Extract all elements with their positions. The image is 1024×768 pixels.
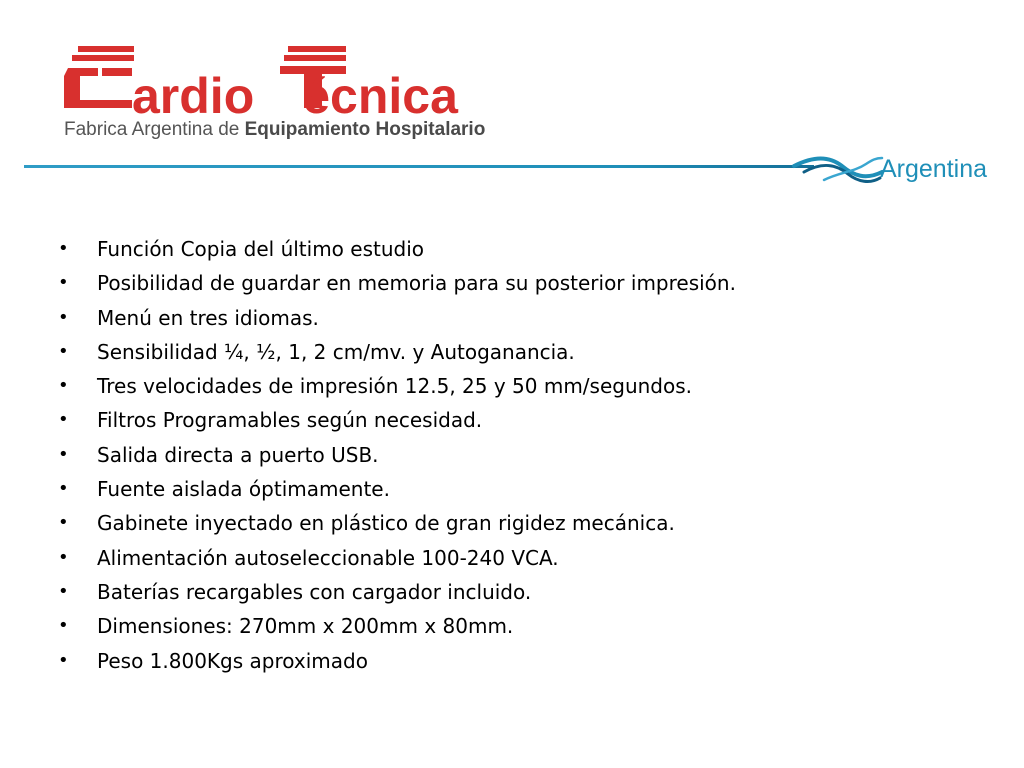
bullet-icon: • [58,272,69,294]
list-item [58,472,736,506]
bullet-icon: • [58,306,69,328]
feature-text: Tres velocidades de impresión 12.5, 25 y 50 mm/segundos. [97,374,693,399]
bullet-icon: • [58,443,69,465]
tagline-regular: Fabrica Argentina de [64,119,245,140]
feature-text: Dimensiones: 270mm x 200mm x 80mm. [97,614,514,639]
list-item [58,335,736,369]
feature-text: Salida directa a puerto USB. [97,442,379,467]
bullet-icon: • [58,238,69,259]
bullet-icon: • [58,580,69,602]
logo-wordmark [132,66,458,126]
list-item [58,301,736,335]
feature-text: Baterías recargables con cargador incluido. [97,579,532,604]
list-item [58,541,736,575]
feature-text: Fuente aislada óptimamente. [97,477,390,502]
list-item [58,266,736,300]
feature-list [58,232,736,678]
logo-wordmark-part1: ardio [132,68,255,124]
feature-text: Posibilidad de guardar en memoria para su posterior impresión. [97,271,736,296]
list-item [58,369,736,403]
company-logo [58,42,578,152]
bullet-icon: • [58,375,69,397]
feature-text: Menú en tres idiomas. [97,305,319,330]
list-item [58,506,736,540]
tagline-bold: Equipamiento Hospitalario [244,119,486,140]
bullet-icon: • [58,340,69,362]
bullet-icon: • [58,649,69,671]
feature-text: Alimentación autoseleccionable 100-240 VCA. [97,545,559,570]
header-divider [24,150,1024,200]
logo-wordmark-part2: écnica [302,68,458,124]
bullet-icon: • [58,512,69,534]
company-tagline [64,118,485,142]
bullet-icon: • [58,478,69,500]
list-item [58,644,736,678]
wave-swoosh-icon [794,158,882,181]
list-item [58,232,736,266]
feature-text: Sensibilidad ¼, ½, 1, 2 cm/mv. y Autoganancia. [97,339,575,364]
feature-text: Peso 1.800Kgs aproximado [97,648,368,673]
feature-text: Filtros Programables según necesidad. [97,408,483,433]
bullet-icon: • [58,409,69,431]
bullet-icon: • [58,546,69,568]
list-item [58,609,736,643]
list-item [58,438,736,472]
list-item [58,575,736,609]
country-label: Argentina [880,155,988,183]
feature-text: Gabinete inyectado en plástico de gran rigidez mecánica. [97,511,675,536]
feature-text: Función Copia del último estudio [97,237,425,261]
bullet-icon: • [58,615,69,637]
list-item [58,403,736,437]
